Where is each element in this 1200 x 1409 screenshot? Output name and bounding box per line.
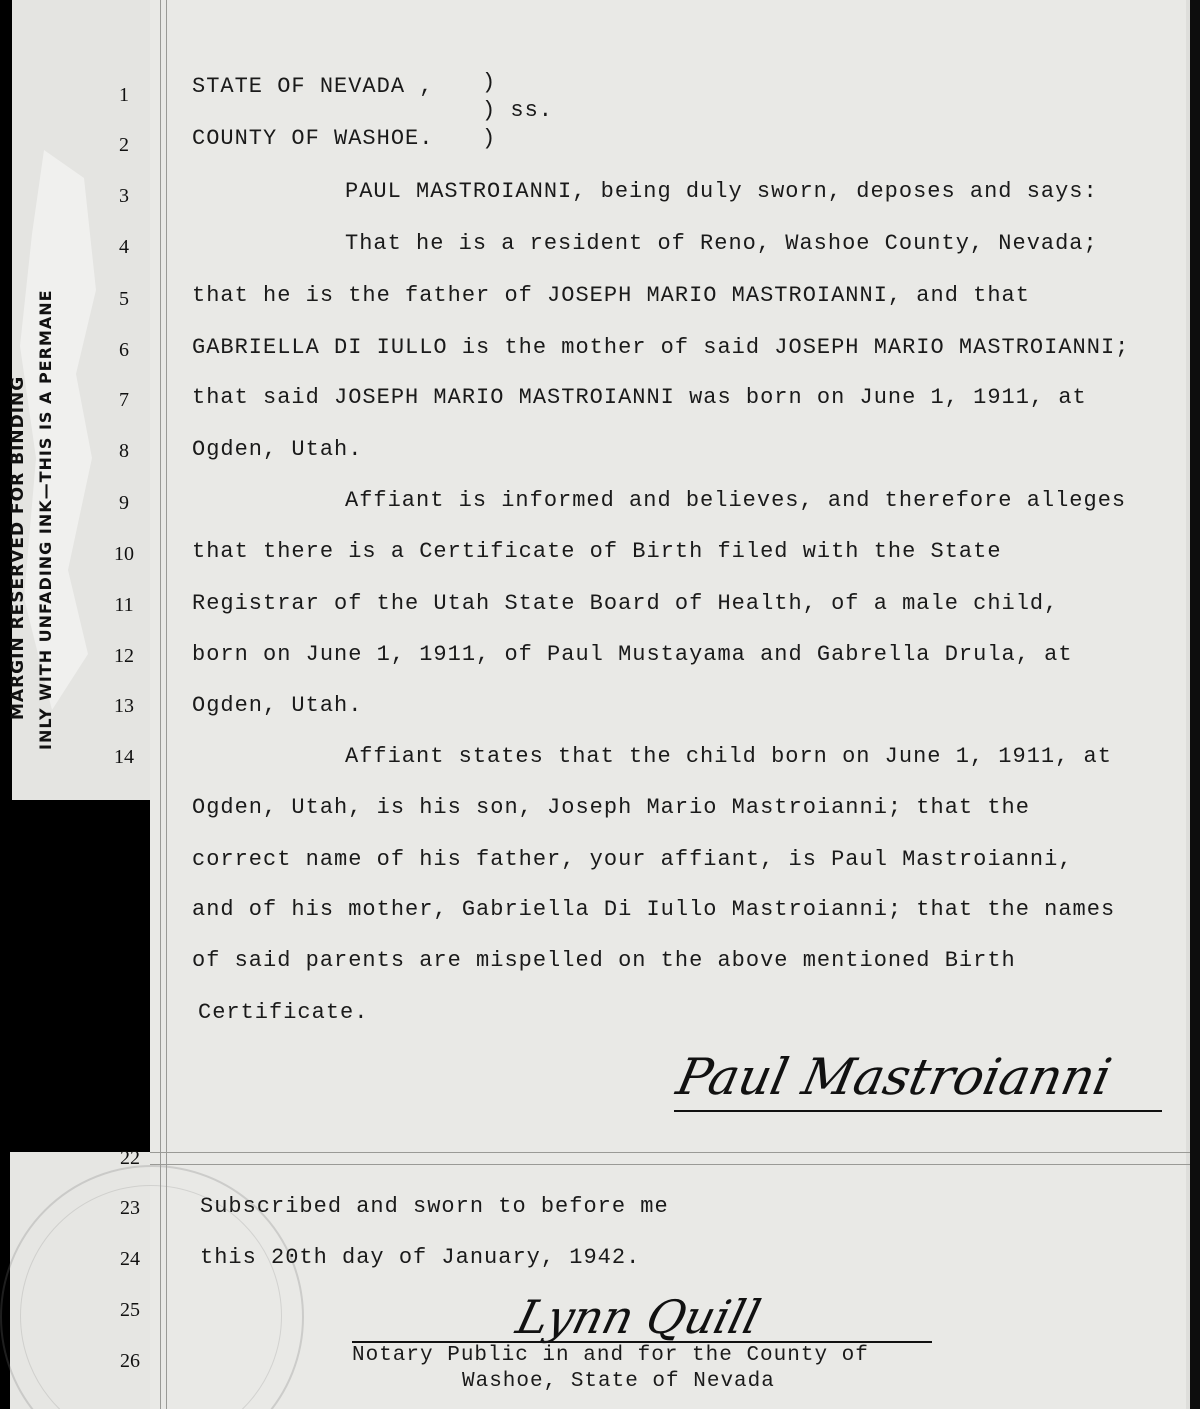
paragraph-line: that he is the father of JOSEPH MARIO MASTROIANNI, and that [192,283,1030,308]
line-number: 23 [120,1197,140,1219]
notary-title: Notary Public in and for the County of [352,1344,869,1367]
line-number: 5 [119,288,129,310]
caption-bracket: ) [482,126,497,151]
signature-line [674,1110,1162,1112]
caption-bracket: ) [482,70,497,95]
paragraph-line: That he is a resident of Reno, Washoe County, Nevada; [345,231,1098,256]
venue-county: COUNTY OF WASHOE. [192,126,434,151]
margin-rule [166,0,167,1409]
paper-fold-line [150,1164,1190,1165]
paragraph-line: that said JOSEPH MARIO MASTROIANNI was born on June 1, 1911, at [192,385,1087,410]
paragraph-line: Affiant states that the child born on June 1, 1911, at [345,744,1112,769]
affidavit-intro: PAUL MASTROIANNI, being duly sworn, deposes and says: [345,179,1098,204]
affiant-signature: Paul Mastroianni [671,1048,1117,1106]
line-number: 26 [120,1350,140,1372]
paragraph-line: Certificate. [198,1000,369,1025]
line-number: 10 [114,543,134,565]
line-number: 13 [114,695,134,717]
notary-signature-line [352,1341,932,1343]
binding-margin-notice: MARGIN RESERVED FOR BINDING [8,375,28,720]
paragraph-line: Ogden, Utah, is his son, Joseph Mario Mastroianni; that the [192,795,1030,820]
notary-jurisdiction: Washoe, State of Nevada [462,1370,775,1393]
line-number: 24 [120,1248,140,1270]
line-number: 6 [119,339,129,361]
paragraph-line: GABRIELLA DI IULLO is the mother of said JOSEPH MARIO MASTROIANNI; [192,335,1130,360]
caption-ss: ) ss. [482,98,554,123]
paragraph-line: Ogden, Utah. [192,437,363,462]
venue-state: STATE OF NEVADA , [192,74,434,99]
paragraph-line: that there is a Certificate of Birth filed with the State [192,539,1002,564]
line-number: 11 [114,594,134,616]
line-number: 9 [119,492,129,514]
permanent-ink-notice: INLY WITH UNFADING INK—THIS IS A PERMANE [36,289,55,750]
jurat-date: this 20th day of January, 1942. [200,1245,641,1270]
paragraph-line: correct name of his father, your affiant, is Paul Mastroianni, [192,847,1073,872]
paragraph-line: born on June 1, 1911, of Paul Mustayama and Gabrella Drula, at [192,642,1073,667]
line-number: 3 [119,185,129,207]
line-number: 12 [114,645,134,667]
line-number: 7 [119,389,129,411]
line-number: 25 [120,1299,140,1321]
paragraph-line: and of his mother, Gabriella Di Iullo Mastroianni; that the names [192,897,1116,922]
paragraph-line: Affiant is informed and believes, and therefore alleges [345,488,1127,513]
line-number: 2 [119,134,129,156]
paragraph-line: Ogden, Utah. [192,693,363,718]
line-number: 14 [114,746,134,768]
paper-fold-line [150,1152,1190,1153]
notary-signature: Lynn Quill [511,1290,766,1344]
line-number: 8 [119,440,129,462]
paragraph-line: of said parents are mispelled on the above mentioned Birth [192,948,1016,973]
scan-border [1190,0,1200,1409]
line-number: 4 [119,236,129,258]
margin-rule [160,0,161,1409]
line-number: 1 [119,84,129,106]
paragraph-line: Registrar of the Utah State Board of Health, of a male child, [192,591,1059,616]
line-number: 22 [120,1147,140,1169]
jurat-line: Subscribed and sworn to before me [200,1194,669,1219]
